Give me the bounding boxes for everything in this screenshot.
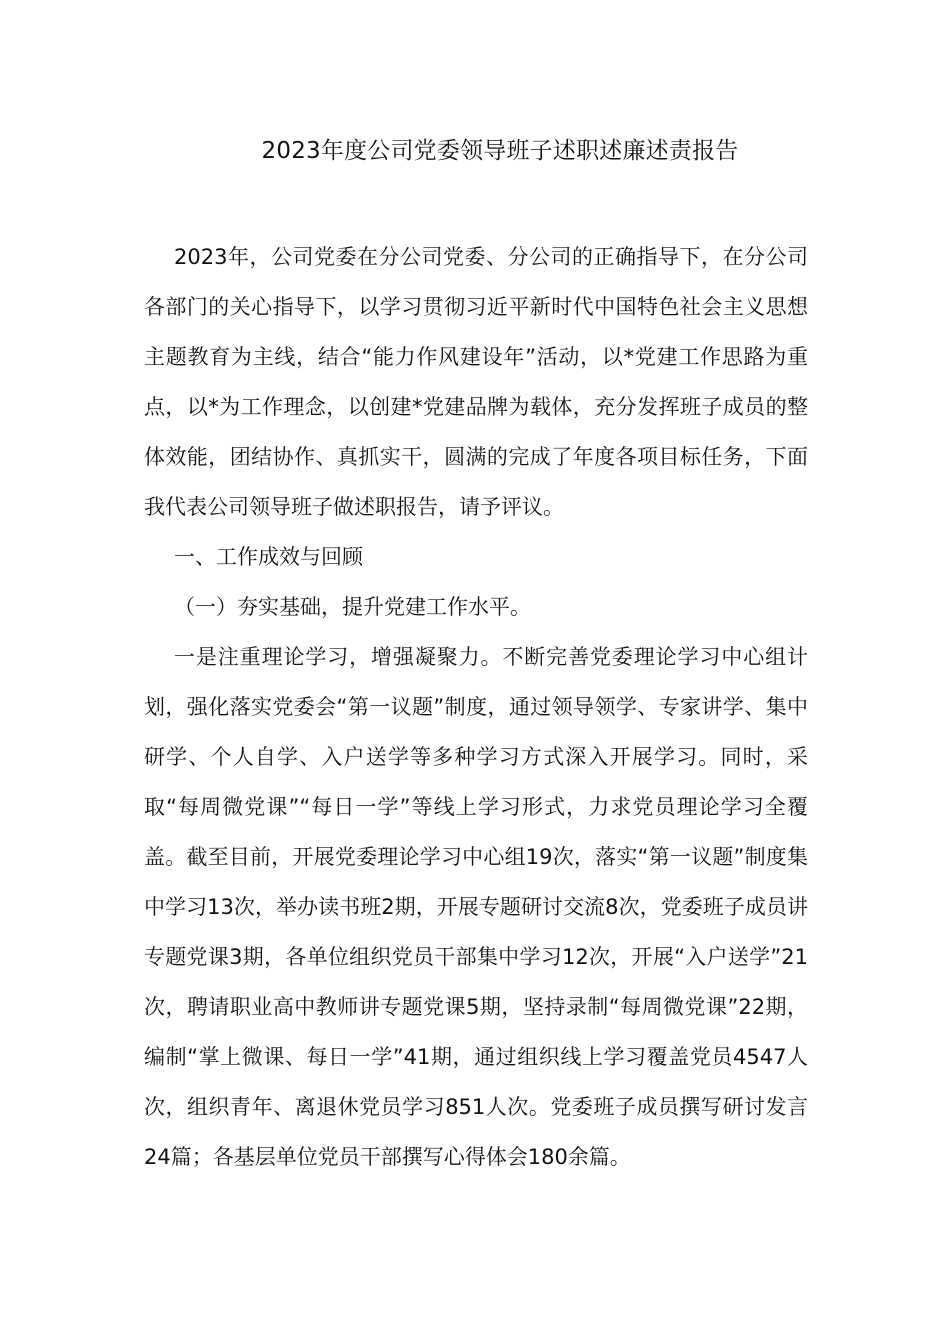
document-title: 2023年度公司党委领导班子述职述廉述责报告	[261, 138, 739, 164]
section-heading: 一、工作成效与回顾	[174, 545, 363, 569]
subsection-heading: （一）夯实基础，提升党建工作水平。	[174, 595, 531, 619]
paragraph-theory-study: 一是注重理论学习，增强凝聚力。不断完善党委理论学习中心组计划，强化落实党委会“第一议题”制度，通过领导领学、专家讲学、集中研学、个人自学、入户送学等多种学习方式深入开展学习。同时，采取“每周微党课”“每日一学”等线上学习形式，力求党员理论学习全覆盖。截至目前，开展党委理论学习中心组19次，落实“第一议题”制度集中学习13次，举办读书班2期，开展专题研讨交流8次，党委班子成员讲专题党课3期，各单位组织党员干部集中学习12次，开展“入户送学”21次，聘请职业高中教师讲专题党课5期，坚持录制“每周微党课”22期，编制“掌上微课、每日一学”41期，通过组织线上学习覆盖党员4547人次，组织青年、离退休党员学习851人次。党委班子成员撰写研讨发言24篇；各基层单位党员干部撰写心得体会180余篇。	[144, 645, 808, 1169]
paragraph-intro: 2023年，公司党委在分公司党委、分公司的正确指导下，在分公司各部门的关心指导下，以学习贯彻习近平新时代中国特色社会主义思想主题教育为主线，结合“能力作风建设年”活动，以*党建工作思路为重点，以*为工作理念，以创建*党建品牌为载体，充分发挥班子成员的整体效能，团结协作、真抓实干，圆满的完成了年度各项目标任务，下面我代表公司领导班子做述职报告，请予评议。	[144, 245, 808, 519]
document-body	[144, 232, 808, 1182]
